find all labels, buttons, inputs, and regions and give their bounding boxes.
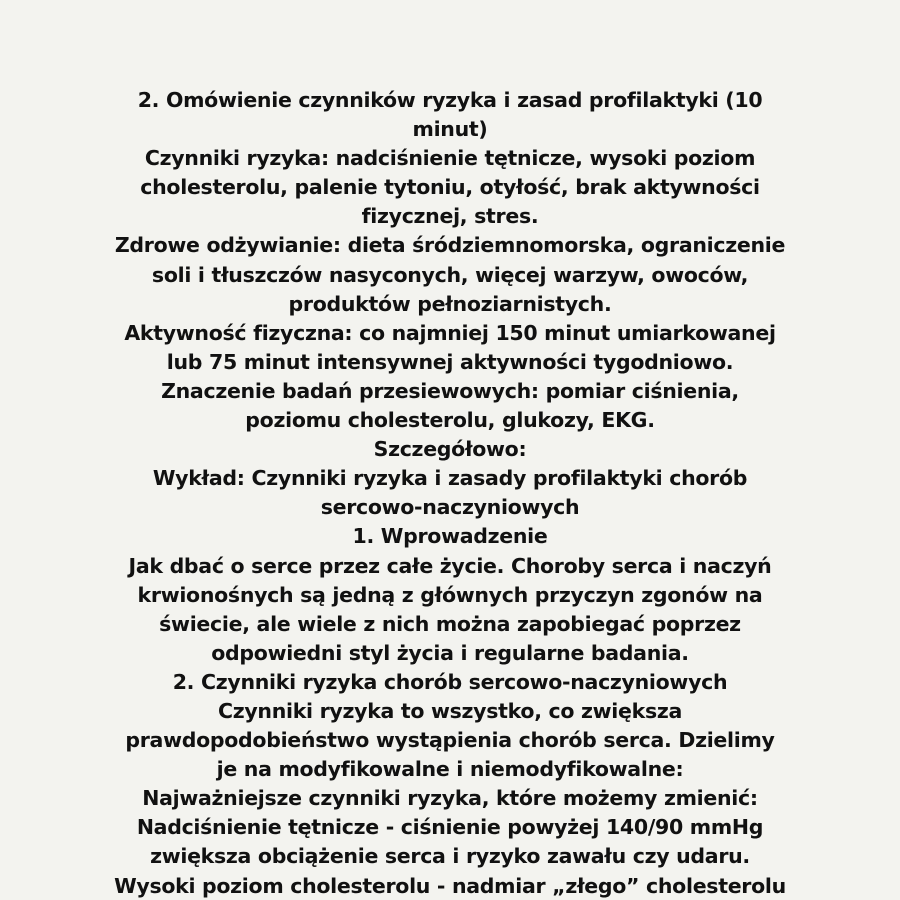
risk-factors-definition: Czynniki ryzyka to wszystko, co zwiększa	[217, 698, 683, 723]
introduction-text: Jak dbać o serce przez całe życie. Choroby serca i naczyń	[128, 553, 772, 578]
screening-text: poziomu cholesterolu, glukozy, EKG.	[245, 408, 655, 433]
risk-factors-heading: 2. Czynniki ryzyka chorób sercowo-naczyniowych	[172, 669, 728, 694]
introduction-text: świecie, ale wiele z nich można zapobiegać poprzez	[159, 611, 741, 636]
lecture-title: Wykład: Czynniki ryzyka i zasady profilaktyki chorób	[152, 466, 748, 491]
introduction-text: odpowiedni styl życia i regularne badania.	[211, 640, 689, 665]
risk-factors-text: Czynniki ryzyka: nadciśnienie tętnicze, wysoki poziom	[144, 146, 756, 171]
section-heading-prevention: 2. Omówienie czynników ryzyka i zasad profilaktyki (10	[137, 88, 763, 112]
healthy-diet-text: soli i tłuszczów nasyconych, więcej warzyw, owoców,	[151, 262, 749, 287]
healthy-diet-text: produktów pełnoziarnistych.	[288, 291, 612, 316]
hypertension-text: zwiększa obciążenie serca i ryzyko zawału czy udaru.	[150, 844, 750, 869]
physical-activity-text: lub 75 minut intensywnej aktywności tygodniowo.	[166, 349, 734, 374]
screening-text: Znaczenie badań przesiewowych: pomiar ciśnienia,	[161, 378, 739, 403]
cholesterol-text: Wysoki poziom cholesterolu - nadmiar „złego” cholesterolu	[114, 873, 786, 898]
lecture-title-cont: sercowo-naczyniowych	[320, 495, 580, 520]
modifiable-factors-intro: Najważniejsze czynniki ryzyka, które możemy zmienić:	[142, 786, 758, 811]
risk-factors-text: cholesterolu, palenie tytoniu, otyłość, brak aktywności	[140, 175, 760, 200]
risk-factors-definition: je na modyfikowalne i niemodyfikowalne:	[216, 757, 684, 782]
introduction-text: krwionośnych są jedną z głównych przyczyn zgonów na	[137, 582, 763, 607]
risk-factors-definition: prawdopodobieństwo wystąpienia chorób serca. Dzielimy	[125, 728, 775, 753]
hypertension-text: Nadciśnienie tętnicze - ciśnienie powyżej 140/90 mmHg	[136, 815, 764, 840]
introduction-heading: 1. Wprowadzenie	[352, 524, 548, 549]
details-heading: Szczegółowo:	[373, 437, 527, 462]
physical-activity-text: Aktywność fizyczna: co najmniej 150 minut umiarkowanej	[124, 320, 776, 345]
healthy-diet-text: Zdrowe odżywianie: dieta śródziemnomorska, ograniczenie	[114, 233, 786, 258]
section-heading-prevention-cont: minut)	[412, 117, 488, 142]
document-body	[70, 86, 830, 900]
risk-factors-text: fizycznej, stres.	[361, 204, 539, 229]
